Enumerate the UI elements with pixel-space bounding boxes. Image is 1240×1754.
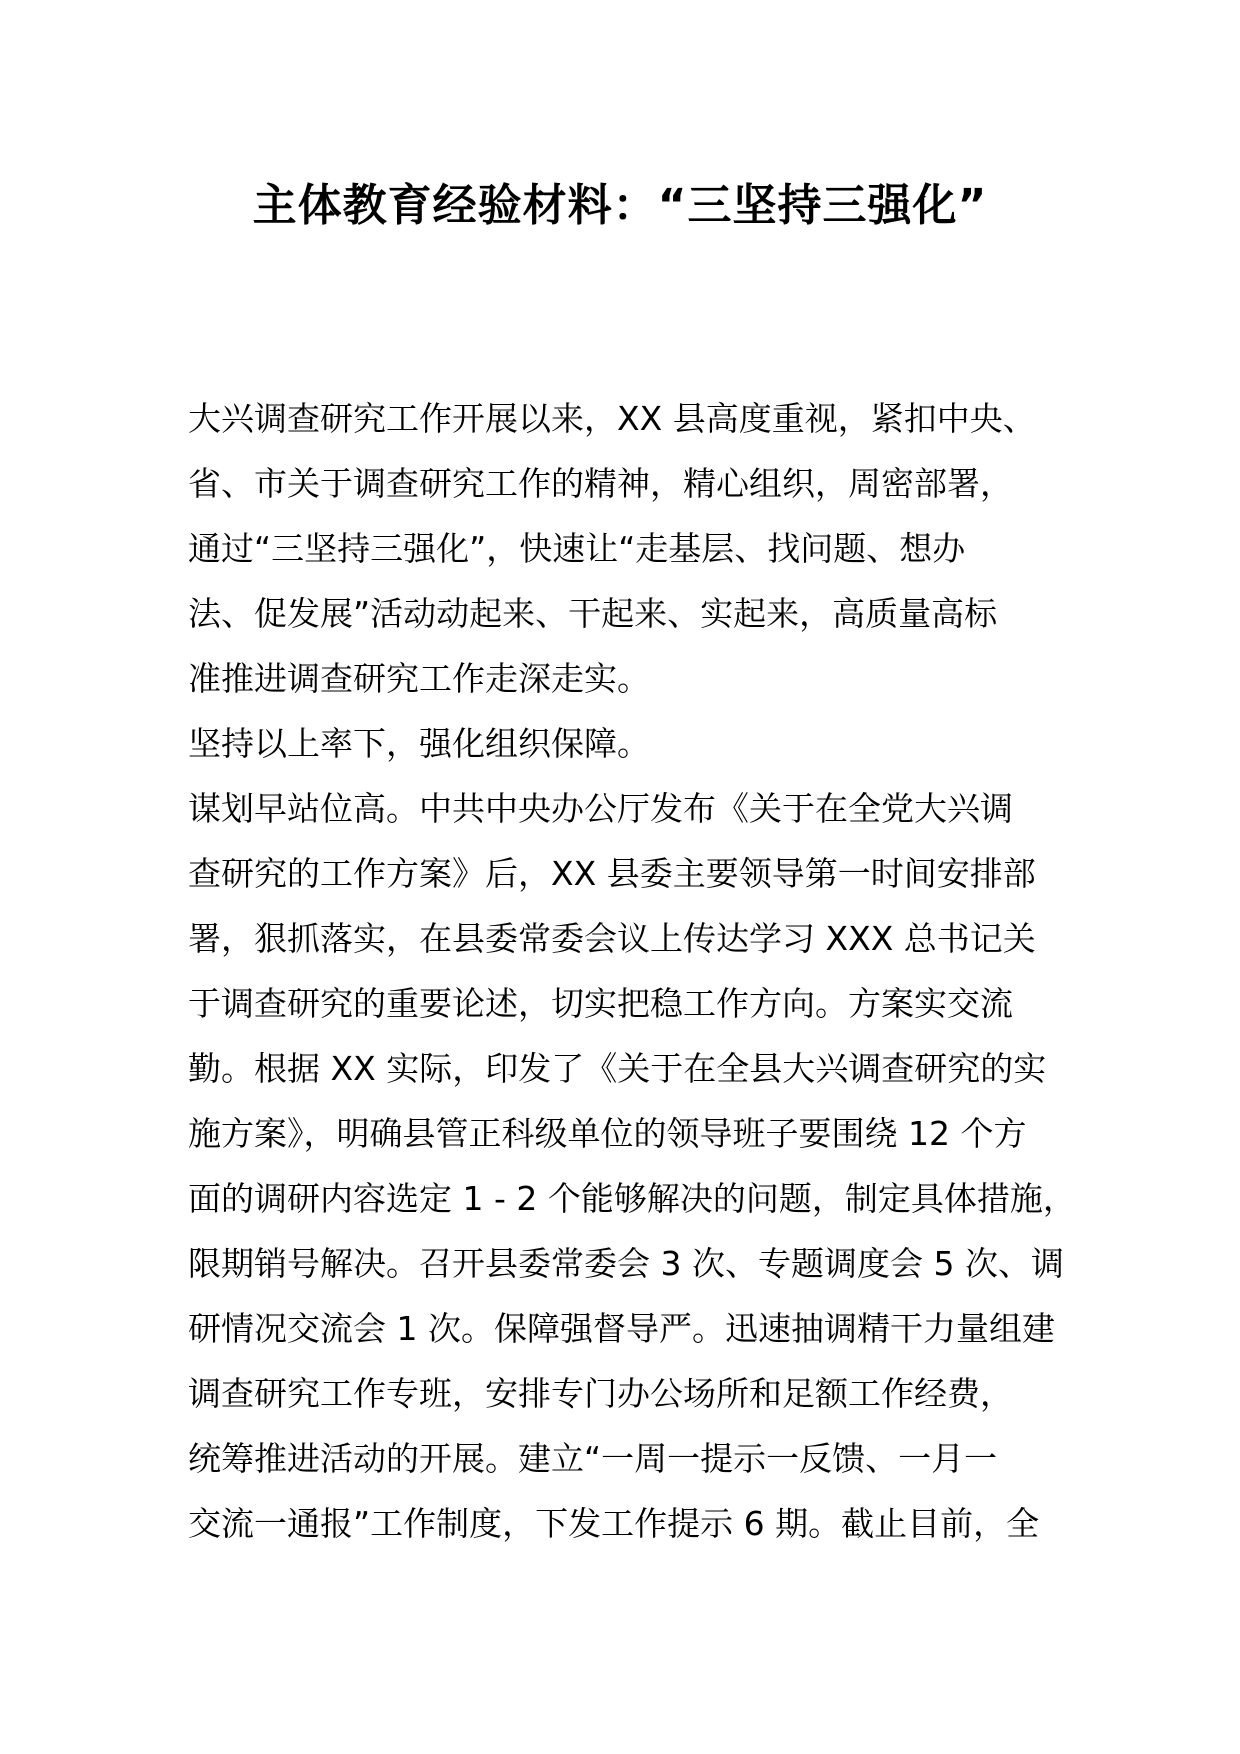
section-heading: 坚持以上率下，强化组织保障。 (188, 724, 650, 763)
body-line: 谋划早站位高。中共中央办公厅发布《关于在全党大兴调 (188, 789, 1013, 828)
body-line: 统筹推进活动的开展。建立“一周一提示一反馈、一月一 (188, 1439, 998, 1478)
body-line: 限期销号解决。召开县委常委会 3 次、专题调度会 5 次、调 (188, 1244, 1064, 1283)
body-line: 面的调研内容选定 1 - 2 个能够解决的问题，制定具体措施， (188, 1179, 1076, 1218)
document-body (188, 386, 1076, 1556)
body-line: 勤。根据 XX 实际，印发了《关于在全县大兴调查研究的实 (188, 1049, 1047, 1088)
body-line: 研情况交流会 1 次。保障强督导严。迅速抽调精干力量组建 (188, 1309, 1055, 1348)
body-line: 查研究的工作方案》后，XX 县委主要领导第一时间安排部 (188, 854, 1036, 893)
body-line: 交流一通报”工作制度，下发工作提示 6 期。截止目前，全 (188, 1504, 1040, 1543)
body-line: 省、市关于调查研究工作的精神，精心组织，周密部署， (188, 464, 1013, 503)
body-line: 通过“三坚持三强化”，快速让“走基层、找问题、想办 (188, 529, 966, 568)
body-line: 署，狠抓落实，在县委常委会议上传达学习 XXX 总书记关 (188, 919, 1036, 958)
body-line: 准推进调查研究工作走深走实。 (188, 659, 650, 698)
document-title: 主体教育经验材料：“三坚持三强化” (252, 180, 988, 231)
body-line: 法、促发展”活动动起来、干起来、实起来，高质量高标 (188, 594, 998, 633)
body-line: 于调查研究的重要论述，切实把稳工作方向。方案实交流 (188, 984, 1013, 1023)
body-line: 施方案》，明确县管正科级单位的领导班子要围绕 12 个方 (188, 1114, 1027, 1153)
body-line: 大兴调查研究工作开展以来，XX 县高度重视，紧扣中央、 (188, 399, 1036, 438)
body-line: 调查研究工作专班，安排专门办公场所和足额工作经费， (188, 1374, 1013, 1413)
